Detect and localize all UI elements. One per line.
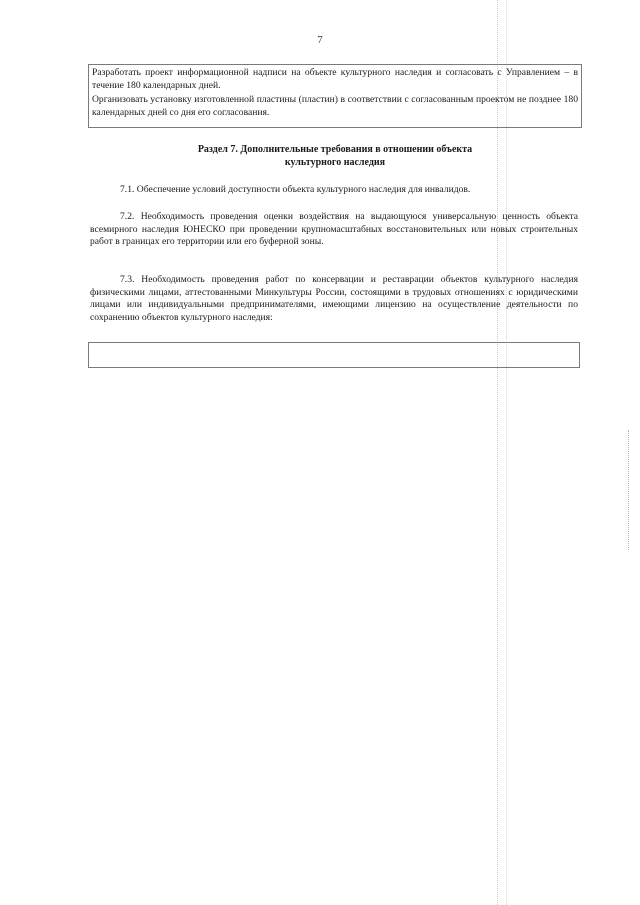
section-heading-line-1: Раздел 7. Дополнительные требования в отношении объекта [197,144,473,155]
scan-edge-mark [628,430,631,550]
empty-field-box [88,342,580,368]
page-number: 7 [317,34,323,46]
section-heading [150,143,520,169]
scan-artifact-line [497,0,498,905]
scan-artifact-line [506,0,507,905]
paragraph-7-1: 7.1. Обеспечение условий доступности объекта культурного наследия для инвалидов. [120,184,471,195]
box-paragraph-2: Организовать установку изготовленной пластины (пластин) в соответствии с согласованным проектом не позднее 180 календарных дней со дня его согласования. [92,94,578,118]
paragraph-7-2: 7.2. Необходимость проведения оценки воздействия на выдающуюся универсальную ценность объекта всемирного наследия ЮНЕСКО при проведении крупномасштабных восстановительных или новых строительных работ в границах его территории или его буферной зоны. [90,211,578,248]
box-paragraph-1: Разработать проект информационной надписи на объекте культурного наследия и согласовать с Управлением – в течение 180 календарных дней. [92,67,578,91]
requirements-box [88,64,582,128]
section-heading-line-2: культурного наследия [284,157,386,168]
paragraph-7-3: 7.3. Необходимость проведения работ по консервации и реставрации объектов культурного наследия физическими лицами, аттестованными Минкультуры России, состоящими в трудовых отношениях с юридическими лицами или индивидуальными предпринимателями, имеющими лицензию на осуществление деятельности по сохранению объектов культурного наследия: [90,274,578,323]
